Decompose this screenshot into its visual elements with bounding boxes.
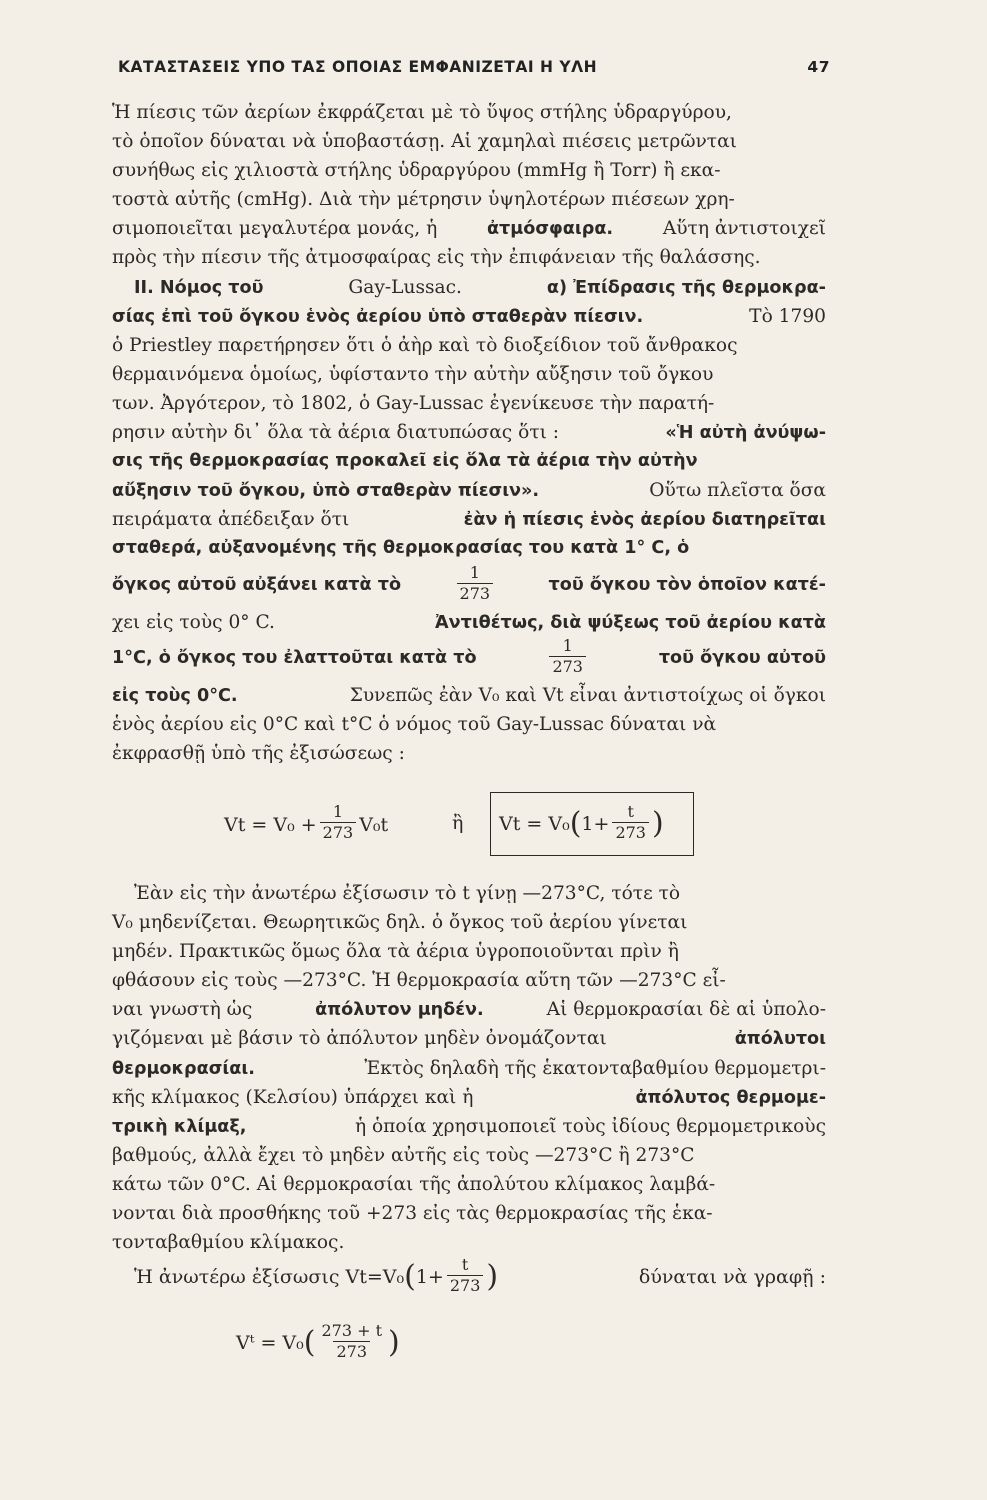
text-line [112, 1054, 826, 1083]
line-text: χει εἰς τοὺς 0° C. [112, 611, 275, 633]
text-line [112, 937, 826, 966]
term-temperatures: θερμοκρασίαι. [112, 1058, 255, 1079]
text-line [112, 214, 826, 243]
line-text: νονται διὰ προσθήκης τοῦ +273 εἰς τὰς θερμοκρασίας τῆς ἑκα- [112, 1203, 713, 1225]
text-line [112, 1024, 826, 1053]
text-line [112, 127, 826, 156]
section-heading-line [112, 273, 826, 302]
close-paren: ) [388, 1325, 400, 1360]
text-line [112, 302, 826, 331]
fraction-denominator: 273 [333, 1341, 370, 1360]
line-text: φθάσουν εἰς τοὺς —273°C. Ἡ θερμοκρασία αὕτη τῶν —273°C εἶ- [112, 970, 726, 992]
law-statement: σις τῆς θερμοκρασίας προκαλεῖ εἰς ὅλα τὰ ἀέρια τὴν αὐτὴν [112, 451, 698, 472]
text-block-2 [112, 879, 826, 1257]
close-paren: ) [486, 1259, 499, 1294]
text-line [112, 608, 826, 637]
fraction-numerator: 1 [562, 636, 573, 656]
text-line [112, 1170, 826, 1199]
law-statement: τοῦ ὄγκου τὸν ὁποῖον κατέ- [548, 574, 826, 595]
text-line [112, 389, 826, 418]
line-text: Αὕτη ἀντιστοιχεῖ [662, 218, 826, 240]
text-line [112, 995, 826, 1024]
law-statement: «Ἡ αὐτὴ ἀνύψω- [665, 423, 826, 444]
term-absolute-zero: ἀπόλυτον μηδέν. [315, 1000, 484, 1021]
fraction-numerator: 1 [469, 563, 480, 582]
line-text: ἑνὸς ἀερίου εἰς 0°C καὶ t°C ὁ νόμος τοῦ Gay-Lussac δύναται νὰ [112, 713, 717, 735]
subsection-heading-cont: σίας ἐπὶ τοῦ ὄγκου ἑνὸς ἀερίου ὑπὸ σταθερὰν πίεσιν. [112, 306, 644, 327]
line-text: Ἐκτὸς δηλαδὴ τῆς ἑκατονταβαθμίου θερμομετρι- [364, 1057, 826, 1079]
text-line [112, 908, 826, 937]
fraction-1-273 [549, 638, 586, 675]
law-statement: εἰς τοὺς 0°C. [112, 685, 238, 706]
open-paren: ( [303, 1325, 316, 1360]
line-text: βαθμούς, ἀλλὰ ἔχει τὸ μηδὲν αὐτῆς εἰς τοὺς —273°C ἢ 273°C [112, 1144, 695, 1166]
line-text: Ἡ πίεσις τῶν ἀερίων ἐκφράζεται μὲ τὸ ὕψος στήλης ὑδραργύρου, [112, 102, 732, 123]
fraction-denominator: 273 [447, 1275, 484, 1294]
line-text: V₀ μηδενίζεται. Θεωρητικῶς δηλ. ὁ ὄγκος τοῦ ἀερίου γίνεται [112, 912, 688, 934]
text-line [112, 879, 826, 908]
equation-lhs: Vᵗ = V₀ [236, 1332, 304, 1354]
page-number: 47 [807, 58, 830, 76]
equation-left [224, 802, 389, 843]
section-heading: II. Νόμος τοῦ [134, 277, 264, 298]
text-line [112, 185, 826, 214]
line-text: κῆς κλίμακος (Κελσίου) ὑπάρχει καὶ ἡ [112, 1086, 474, 1108]
line-text: των. Ἀργότερον, τὸ 1802, ὁ Gay-Lussac ἐγενίκευσε τὴν παρατή- [112, 392, 715, 414]
boxed-one-plus: 1+ [581, 813, 610, 835]
open-paren: ( [569, 806, 582, 841]
line-text: τὸ ὁποῖον δύναται νὰ ὑποβαστάσῃ. Αἱ χαμηλαὶ πιέσεις μετρῶνται [112, 131, 737, 153]
text-line [112, 681, 826, 710]
line-text: κάτω τῶν 0°C. Αἱ θερμοκρασίαι τῆς ἀπολύτου κλίμακος λαμβά- [112, 1173, 716, 1195]
fraction-t-273 [447, 1254, 484, 1295]
text-block-1 [112, 98, 826, 768]
line-text: θερμαινόμενα ὁμοίως, ὑφίσταντο τὴν αὐτὴν αὔξησιν τοῦ ὄγκου [112, 363, 714, 385]
line-text: πειράματα ἀπέδειξαν ὅτι [112, 509, 350, 531]
law-statement: Ἀντιθέτως, διὰ ψύξεως τοῦ ἀερίου κατὰ [434, 612, 826, 633]
equation-intro-text: Ἡ ἀνωτέρω ἐξίσωσις Vt=V₀ [134, 1266, 405, 1288]
line-text: γιζόμεναι μὲ βάσιν τὸ ἀπόλυτον μηδὲν ὀνομάζονται [112, 1028, 607, 1050]
text-line [112, 966, 826, 995]
text-line [112, 534, 826, 563]
line-text: ἡ ὁποία χρησιμοποιεῖ τοὺς ἰδίους θερμομετρικοὺς [354, 1115, 826, 1137]
boxed-lhs: Vt = V₀ [499, 813, 570, 835]
text-line [112, 98, 826, 127]
law-statement: σταθερά, αὐξανομένης τῆς θερμοκρασίας του κατὰ 1° C, ὁ [112, 538, 690, 559]
fraction-numerator: 273 + t [321, 1320, 383, 1340]
gay-lussac-name: Gay-Lussac. [348, 276, 462, 298]
text-line [112, 637, 826, 681]
text-line [112, 1112, 826, 1141]
text-line [112, 564, 826, 608]
text-line [112, 505, 826, 534]
chapter-title: ΚΑΤΑΣΤΑΣΕΙΣ ΥΠΟ ΤΑΣ ΟΠΟΙΑΣ ΕΜΦΑΝΙΖΕΤΑΙ Η ΥΛΗ [118, 58, 598, 76]
term-absolute-scale-cont: τρικὴ κλίμαξ, [112, 1116, 247, 1137]
text-line [112, 476, 826, 505]
line-text: Οὕτω πλεῖστα ὅσα [649, 480, 826, 502]
text-line [112, 1141, 826, 1170]
text-line [112, 1083, 826, 1112]
close-paren: ) [651, 806, 664, 841]
equation-gay-lussac [112, 792, 826, 860]
equation-rhs: V₀t [359, 813, 389, 836]
text-line [112, 739, 826, 768]
fraction-numerator: t [627, 801, 634, 821]
law-statement: ἐὰν ἡ πίεσις ἑνὸς ἀερίου διατηρεῖται [463, 510, 826, 531]
fraction-denominator: 273 [457, 583, 494, 602]
equation-lhs: Vt = V₀ + [224, 813, 317, 836]
line-text: ὁ Priestley παρετήρησεν ὅτι ὁ ἀὴρ καὶ τὸ διοξείδιον τοῦ ἄνθρακος [112, 334, 738, 356]
fraction-denominator: 273 [612, 822, 649, 841]
fraction-numerator: t [461, 1254, 469, 1274]
or-word: ἢ [452, 812, 464, 834]
term-absolute-scale: ἀπόλυτος θερμομε- [635, 1087, 826, 1108]
fraction-denominator: 273 [549, 656, 586, 675]
line-text: ναι γνωστὴ ὡς [112, 999, 253, 1021]
open-paren: ( [404, 1259, 416, 1294]
line-text: πρὸς τὴν πίεσιν τῆς ἀτμοσφαίρας εἰς τὴν ἐπιφάνειαν τῆς θαλάσσης. [112, 247, 761, 269]
fraction-t-273 [612, 801, 649, 842]
line-text: Συνεπῶς ἐὰν V₀ καὶ Vt εἶναι ἀντιστοίχως οἱ ὄγκοι [349, 684, 826, 706]
text-line [112, 1199, 826, 1228]
equation-final [236, 1318, 400, 1368]
term-absolute: ἀπόλυτοι [734, 1029, 826, 1050]
text-line [112, 710, 826, 739]
term-atmosphere: ἀτμόσφαιρα. [486, 219, 614, 240]
law-statement: τοῦ ὄγκου αὐτοῦ [658, 648, 826, 669]
fraction-273-plus-t [318, 1320, 385, 1361]
equation-rewrite-intro [112, 1252, 826, 1302]
subsection-heading: α) Ἐπίδρασις τῆς θερμοκρα- [546, 277, 826, 298]
line-text: μηδέν. Πρακτικῶς ὅμως ὅλα τὰ ἀέρια ὑγροποιοῦνται πρὶν ἢ [112, 941, 679, 963]
equation-one-plus: 1+ [415, 1266, 444, 1288]
text-line [112, 447, 826, 476]
boxed-equation [490, 792, 694, 856]
line-text: Ἐὰν εἰς τὴν ἀνωτέρω ἐξίσωσιν τὸ t γίνῃ —273°C, τότε τὸ [134, 883, 681, 904]
text-line [112, 156, 826, 185]
fraction-numerator: 1 [332, 802, 344, 821]
text-line [112, 418, 826, 447]
fraction-1-273 [457, 565, 494, 602]
line-text: συνήθως εἰς χιλιοστὰ στήλης ὑδραργύρου (mmHg ἢ Torr) ἢ εκα- [112, 160, 721, 182]
running-header [118, 58, 830, 76]
fraction-denominator: 273 [320, 822, 357, 841]
line-text: Αἱ θερμοκρασίαι δὲ αἱ ὑπολο- [546, 999, 826, 1021]
line-text: τοστὰ αὐτῆς (cmHg). Διὰ τὴν μέτρησιν ὑψηλοτέρων πιέσεων χρη- [112, 189, 735, 211]
equation-intro-text: δύναται νὰ γραφῇ : [638, 1266, 826, 1288]
fraction-1-273 [320, 804, 357, 841]
law-statement: ὄγκος αὐτοῦ αὐξάνει κατὰ τὸ [112, 574, 402, 595]
line-text: τονταβαθμίου κλίμακος. [112, 1232, 345, 1254]
law-statement: αὔξησιν τοῦ ὄγκου, ὑπὸ σταθερὰν πίεσιν». [112, 481, 540, 502]
law-statement: 1°C, ὁ ὄγκος του ἐλαττοῦται κατὰ τὸ [112, 648, 477, 669]
text-line [112, 243, 826, 272]
line-text: σιμοποιεῖται μεγαλυτέρα μονάς, ἡ [112, 218, 438, 240]
text-line [112, 360, 826, 389]
line-text: ρησιν αὐτὴν δι᾽ ὅλα τὰ ἀέρια διατυπώσας ὅτι : [112, 422, 560, 444]
line-text: ἐκφρασθῇ ὑπὸ τῆς ἐξισώσεως : [112, 742, 405, 764]
text-line [112, 331, 826, 360]
line-text: Τὸ 1790 [749, 305, 826, 327]
